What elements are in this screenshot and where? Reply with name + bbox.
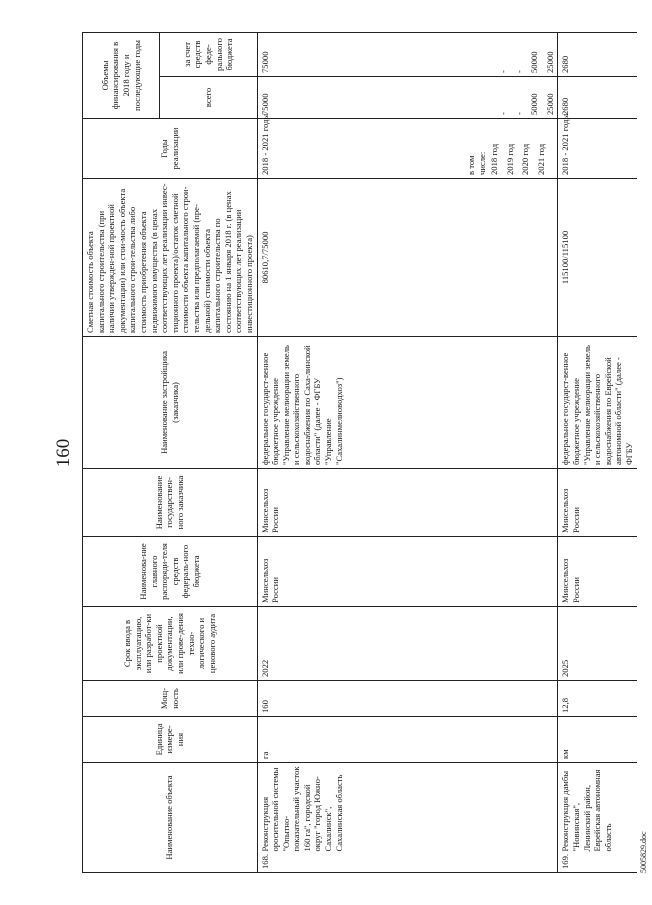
row-developer: федеральное государст-венное бюджетное учреждение "Управление мелиорации земель и сельскохозяйственного водоснабжения по Еврейской автономной области" (далее - ФГБУ (558, 336, 637, 468)
period-total: 75000 (259, 93, 270, 115)
table-row-168 (257, 32, 558, 872)
row-customer: Минсельхоз России (558, 468, 637, 536)
row-periods (257, 113, 558, 178)
row-commissioning: 2022 (257, 606, 558, 680)
investment-table (82, 32, 637, 873)
header-funding: Объемы финансирования в 2018 году и последующие годы (83, 32, 160, 118)
row-main-manager: Минсельхоз России (558, 536, 637, 606)
row-cost: 115100/115100 (558, 178, 637, 336)
row-number: 169. (558, 855, 637, 873)
header-main-manager: Наименова-ние главного распоряди-теля средств федераль-ного бюджета (83, 536, 258, 606)
period-total: - (513, 112, 524, 115)
period-federal: - (498, 70, 509, 73)
row-object: Реконструкция дамбы "Новинская", Ленинский район, Еврейская автономная область (558, 762, 637, 854)
row-developer: федеральное государст-венное бюджетное учреждение "Управление мелиорации земель и сельскохозяйственного водоснабжения по Саха-линской области" (далее - ФГБУ "Управление "Сахалинмелиоводхоз") (257, 336, 558, 468)
row-capacity: 12,8 (558, 680, 637, 716)
header-unit: Единица измере-ния (83, 716, 258, 762)
row-unit: га (257, 716, 558, 762)
period-federal: 2680 (560, 55, 571, 73)
period-total: 2680 (560, 97, 571, 115)
header-customer: Наименование государствен-ного заказчика (83, 468, 258, 536)
row-periods (558, 113, 637, 178)
period-total: - (498, 112, 509, 115)
row-federal (257, 32, 558, 76)
row-object: Реконструкция оросительной системы "Опытно-показательный участок 160 га", городской округ "город Южно-Сахалинск", Сахалинская область (257, 762, 558, 854)
header-capacity: Мощ-ность (83, 680, 258, 716)
row-main-manager: Минсельхоз России (257, 536, 558, 606)
table-row-169 (558, 32, 637, 872)
header-object: Наименование объекта (83, 762, 258, 872)
period-years: в том числе: (466, 151, 487, 175)
period-federal: 75000 (259, 51, 270, 73)
row-totals (558, 76, 637, 118)
row-totals (257, 76, 558, 118)
period-total: 50000 (529, 93, 540, 115)
row-commissioning: 2025 (558, 606, 637, 680)
period-years: 2020 год (520, 143, 531, 175)
row-customer: Минсельхоз России (257, 468, 558, 536)
period-total: 25000 (544, 93, 555, 115)
period-years: 2018 - 2021 годы (560, 113, 571, 175)
rotated-page (47, 33, 652, 873)
header-row (83, 32, 160, 872)
row-cost: 80610,7/75000 (257, 178, 558, 336)
period-years: 2018 - 2021 годы (259, 113, 270, 175)
header-funding-federal: за счет средств феде-рального бюджета (159, 32, 257, 76)
period-federal: 25000 (544, 51, 555, 73)
header-funding-total: всего (159, 76, 257, 118)
row-federal (558, 32, 637, 76)
header-developer: Наименование застройщика (заказчика) (83, 336, 258, 468)
period-years: 2021 год (536, 143, 547, 175)
row-unit: км (558, 716, 637, 762)
period-federal: 50000 (529, 51, 540, 73)
header-commissioning: Срок ввода в эксплуатацию, или разработ-ки проектной документации, или прове-дения техно-логического и ценового аудита (83, 606, 258, 680)
period-federal: - (513, 70, 524, 73)
header-years: Годы реализации (83, 118, 258, 178)
row-number: 168. (257, 855, 558, 873)
page-number: 160 (53, 438, 74, 468)
period-years: 2018 год (489, 143, 500, 175)
period-years: 2019 год (504, 143, 515, 175)
footer-filename: 5005829.doc (639, 831, 648, 873)
header-estimated-cost: Сметная стоимость объекта капитального строительства (при наличии утвержден-ной проектной документации) или стои-мость объекта капитального строи-тельства либо стоимость приобретения объекта недвижимого имущества (в ценах соответствующих лет реализации инвес-тиционного проекта)/остаток сметной стоимости объекта капитального строи-тельства или предполагаемой (пре-дельной) стоимости объекта капитального строительства по состоянию на 1 января 2018 г. (в ценах соответствующих лет реализации инвестиционного проекта) (83, 178, 258, 336)
row-capacity: 160 (257, 680, 558, 716)
